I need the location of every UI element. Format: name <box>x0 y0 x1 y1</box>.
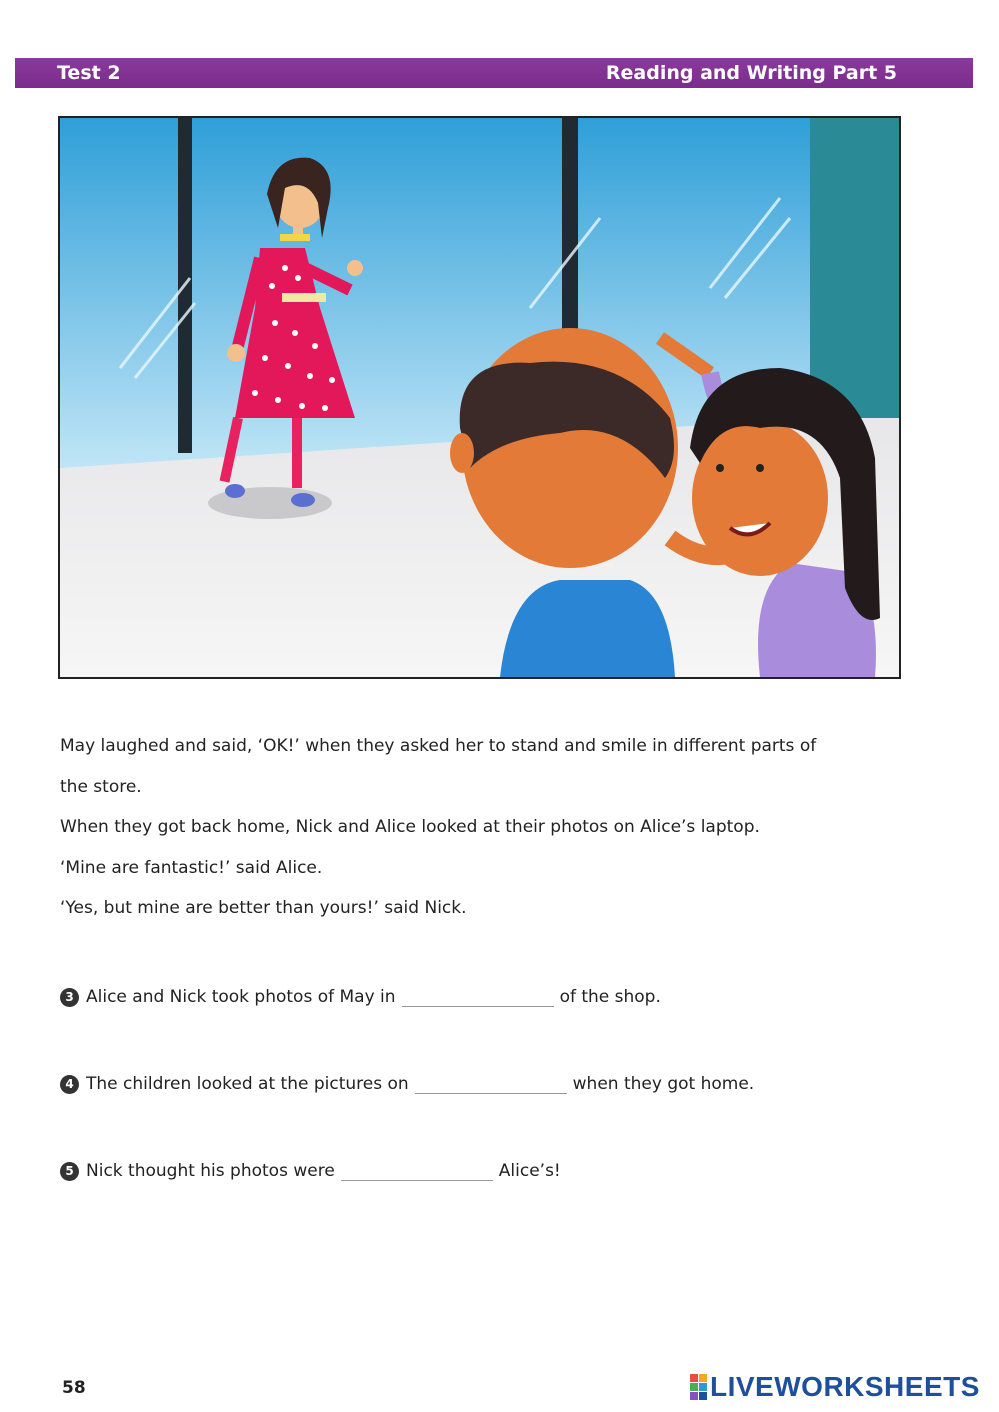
story-illustration <box>58 116 901 679</box>
question-text-after: Alice’s! <box>498 1161 561 1181</box>
question-text-before: Nick thought his photos were <box>86 1161 335 1181</box>
answer-blank-4[interactable] <box>415 1074 567 1094</box>
story-text <box>60 734 920 937</box>
brand-name: LIVEWORKSHEETS <box>710 1371 980 1402</box>
story-line-1: May laughed and said, ‘OK!’ when they asked her to stand and smile in different parts of <box>60 736 817 756</box>
question-text-before: Alice and Nick took photos of May in <box>86 987 396 1007</box>
story-line-5: ‘Yes, but mine are better than yours!’ said Nick. <box>60 898 467 918</box>
answer-blank-5[interactable] <box>341 1161 493 1181</box>
test-label: Test 2 <box>57 62 121 84</box>
question-text-after: when they got home. <box>572 1074 755 1094</box>
question-text-before: The children looked at the pictures on <box>86 1074 409 1094</box>
question-number-icon: 5 <box>60 1162 79 1181</box>
question-number-icon: 3 <box>60 988 79 1007</box>
question-5 <box>60 1161 561 1181</box>
question-number-icon: 4 <box>60 1075 79 1094</box>
question-text-after: of the shop. <box>559 987 661 1007</box>
story-line-2: the store. <box>60 776 142 797</box>
page-number: 58 <box>62 1378 86 1398</box>
story-line-3: When they got back home, Nick and Alice looked at their photos on Alice’s laptop. <box>60 817 760 837</box>
story-line-4: ‘Mine are fantastic!’ said Alice. <box>60 857 323 878</box>
liveworksheets-brand[interactable] <box>690 1371 980 1403</box>
question-4 <box>60 1074 754 1094</box>
header-bar <box>15 58 973 88</box>
section-label: Reading and Writing Part 5 <box>605 62 897 84</box>
question-3 <box>60 987 661 1007</box>
liveworksheets-logo-icon <box>690 1374 707 1400</box>
answer-blank-3[interactable] <box>402 987 554 1007</box>
